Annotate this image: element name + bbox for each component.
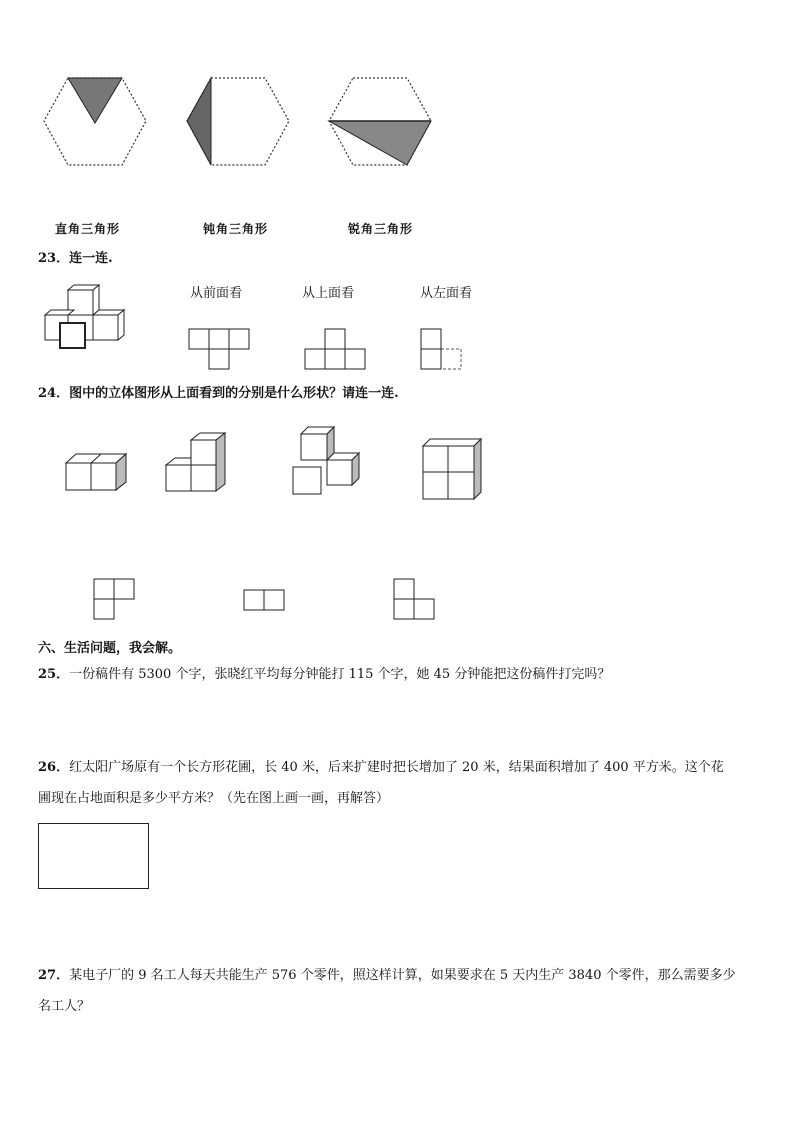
question-26-line-2: 圃现在占地面积是多少平方米？（先在图上画一画，再解答）: [38, 791, 390, 806]
hexagon-acute-triangle-figure: [325, 75, 435, 170]
solid-figure-2: [164, 432, 229, 494]
question-23: [38, 250, 113, 268]
top-view-option-3: [393, 578, 438, 623]
section-title: 六、生活问题，我会解。: [38, 641, 182, 656]
view-label-left: 从左面看: [420, 286, 473, 301]
question-text: 红太阳广场原有一个长方形花圃，长 40 米，后来扩建时把长增加了 20 米，结果面积增加了 400 平方米。这个花: [69, 760, 724, 775]
solid-figure-1: [64, 445, 129, 493]
question-number: 24．: [38, 386, 70, 401]
hexagon-label-right: 直角三角形: [55, 222, 121, 236]
front-view-shape: [188, 328, 250, 373]
question-27-line-1: [38, 967, 736, 985]
hexagon-label-obtuse: 钝角三角形: [203, 222, 269, 236]
garden-rectangle-drawing-area[interactable]: [38, 823, 149, 889]
question-number: 26．: [38, 760, 70, 775]
question-27-line-2: 名工人？: [38, 999, 91, 1014]
view-label-front: 从前面看: [190, 286, 243, 301]
question-26-line-1: [38, 759, 724, 777]
top-view-option-1: [93, 578, 138, 623]
question-number: 23．: [38, 251, 70, 266]
hexagon-obtuse-triangle-figure: [183, 75, 293, 170]
cube-solid-figure: [43, 283, 138, 353]
question-25: [38, 666, 610, 684]
question-24: [38, 385, 399, 403]
question-text: 一份稿件有 5300 个字，张晓红平均每分钟能打 115 个字，她 45 分钟能把这份稿件打完吗？: [69, 667, 611, 682]
top-view-shape: [304, 328, 366, 373]
top-view-option-2: [243, 589, 288, 613]
solid-figure-4: [420, 438, 484, 502]
question-number: 27．: [38, 968, 70, 983]
question-text: 图中的立体图形从上面看到的分别是什么形状？请连一连.: [69, 386, 399, 401]
hexagon-right-triangle-figure: [40, 75, 150, 170]
solid-figure-3: [290, 426, 362, 496]
left-view-shape: [420, 328, 465, 373]
question-text: 连一连.: [69, 251, 113, 266]
hexagon-label-acute: 锐角三角形: [348, 222, 414, 236]
view-label-top: 从上面看: [302, 286, 355, 301]
question-text: 某电子厂的 9 名工人每天共能生产 576 个零件，照这样计算，如果要求在 5 天内生产 3840 个零件，那么需要多少: [69, 968, 736, 983]
question-number: 25．: [38, 667, 70, 682]
